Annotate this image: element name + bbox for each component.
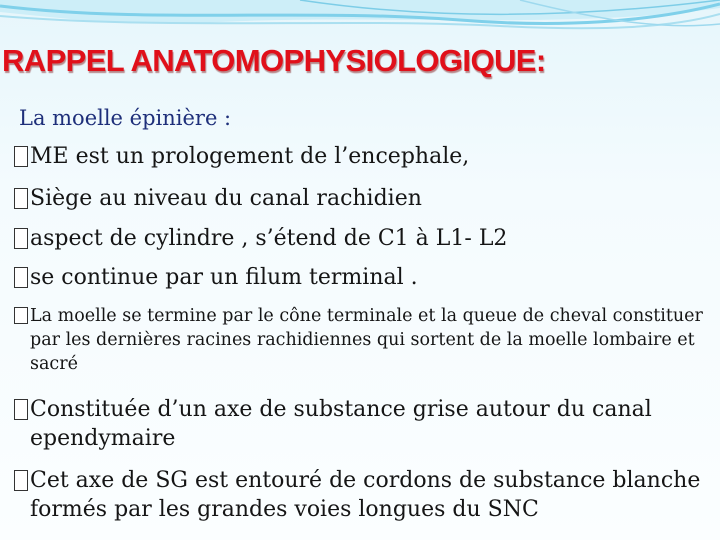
bullet-box-icon [14, 470, 28, 491]
slide-title: RAPPEL ANATOMOPHYSIOLOGIQUE: [2, 43, 546, 78]
bullet-item [14, 466, 704, 524]
bullet-box-icon [14, 307, 28, 324]
bullet-text: Constituée d’un axe de substance grise autour du canal ependymaire [30, 397, 652, 451]
bullet-text: ME est un prologement de l’encephale, [30, 144, 470, 169]
bullet-box-icon [14, 188, 28, 209]
bullet-box-icon [14, 267, 28, 288]
section-subtitle: La moelle épinière : [19, 106, 232, 130]
bullet-box-icon [14, 228, 28, 249]
bullet-text: Siège au niveau du canal rachidien [30, 186, 422, 211]
bullet-box-icon [14, 146, 28, 167]
bullet-item [14, 304, 704, 376]
bullet-text: aspect de cylindre , s’étend de C1 à L1- L2 [30, 226, 508, 251]
bullet-text: Cet axe de SG est entouré de cordons de substance blanche formés par les grandes voies longues du SNC [30, 468, 701, 522]
bullet-box-icon [14, 399, 28, 420]
bullet-item [14, 263, 418, 292]
bullet-item [14, 184, 422, 213]
bullet-item [14, 142, 469, 171]
bullet-item [14, 224, 507, 253]
bullet-text: La moelle se termine par le cône terminale et la queue de cheval constituer par les dernières racines rachidiennes qui sortent de la moelle lombaire et sacré [30, 306, 703, 374]
bullet-text: se continue par un filum terminal . [30, 265, 418, 290]
bullet-item [14, 395, 704, 453]
